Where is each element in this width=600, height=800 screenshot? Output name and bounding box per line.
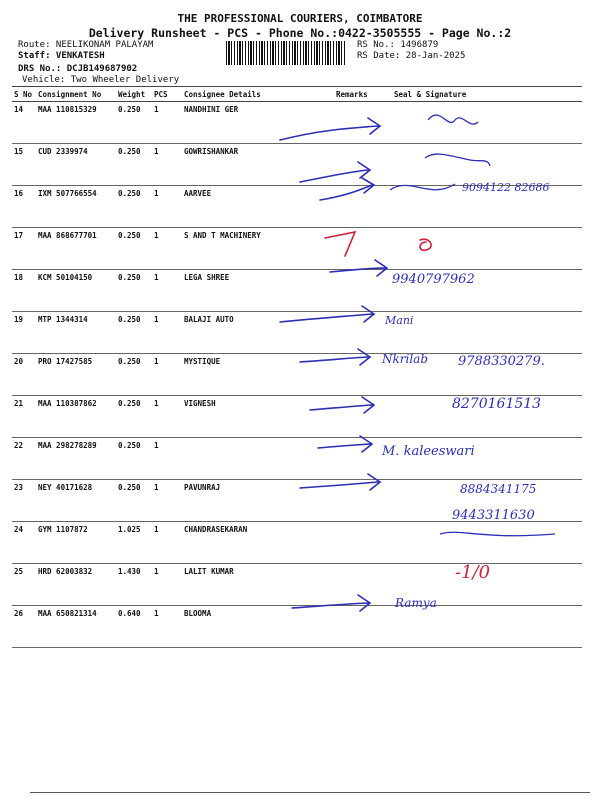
cell-consignment: PRO 17427585 xyxy=(36,354,116,396)
handwritten-signature: Nkrilab xyxy=(382,352,429,366)
cell-sno: 22 xyxy=(12,438,36,480)
cell-consignment: GYM 1107872 xyxy=(36,522,116,564)
handwritten-signature: Ramya xyxy=(395,596,437,610)
cell-weight: 0.250 xyxy=(116,438,152,480)
arrow-icon xyxy=(300,162,370,182)
cell-consignee: VIGNESH xyxy=(182,396,334,438)
rs-number: RS No.: 1496879 xyxy=(357,40,439,50)
cell-pcs: 1 xyxy=(152,396,182,438)
cell-consignment: HRD 62003832 xyxy=(36,564,116,606)
red-mark-icon xyxy=(325,232,355,256)
cell-consignee: GOWRISHANKAR xyxy=(182,144,334,186)
cell-consignment: MAA 868677701 xyxy=(36,228,116,270)
col-signature: Seal & Signature xyxy=(392,87,582,102)
cell-consignment: MAA 110815329 xyxy=(36,102,116,144)
cell-weight: 0.250 xyxy=(116,270,152,312)
drs-number: DRS No.: DCJB149687902 xyxy=(18,64,138,74)
cell-consignment: KCM 50104150 xyxy=(36,270,116,312)
handwritten-phone: 9788330279. xyxy=(458,354,545,369)
runsheet-subtitle: Delivery Runsheet - PCS - Phone No.:0422-3505555 - Page No.:2 xyxy=(88,26,512,40)
cell-weight: 0.250 xyxy=(116,354,152,396)
cell-consignee: AARVEE xyxy=(182,186,334,228)
signature-icon xyxy=(425,154,490,166)
cell-sno: 18 xyxy=(12,270,36,312)
cell-weight: 0.250 xyxy=(116,396,152,438)
col-remarks: Remarks xyxy=(334,87,392,102)
cell-consignment: CUD 2339974 xyxy=(36,144,116,186)
handwritten-name: M. kaleeswari xyxy=(382,444,475,459)
arrow-icon xyxy=(280,118,380,140)
cell-consignee: CHANDRASEKARAN xyxy=(182,522,334,564)
handwritten-phone: 8270161513 xyxy=(452,396,542,412)
arrow-icon xyxy=(330,260,387,276)
cell-weight: 1.025 xyxy=(116,522,152,564)
arrow-icon xyxy=(318,436,372,452)
col-consignment: Consignment No xyxy=(36,87,116,102)
arrow-icon xyxy=(320,178,374,200)
staff: Staff: VENKATESH xyxy=(18,51,105,61)
cell-consignment: MAA 298278289 xyxy=(36,438,116,480)
cell-weight: 0.250 xyxy=(116,312,152,354)
signature-icon xyxy=(428,115,478,124)
rs-date: RS Date: 28-Jan-2025 xyxy=(357,51,466,61)
cell-consignment: MTP 1344314 xyxy=(36,312,116,354)
route: Route: NEELIKONAM PALAYAM xyxy=(18,40,154,50)
page-bottom-divider xyxy=(30,792,590,793)
cell-pcs: 1 xyxy=(152,312,182,354)
cell-weight: 0.250 xyxy=(116,102,152,144)
cell-sno: 14 xyxy=(12,102,36,144)
handwritten-red-mark: -1/0 xyxy=(455,562,491,583)
cell-weight: 0.250 xyxy=(116,186,152,228)
handwritten-phone: 9094122 82686 xyxy=(462,181,550,194)
cell-sno: 21 xyxy=(12,396,36,438)
cell-weight: 0.250 xyxy=(116,228,152,270)
arrow-icon xyxy=(292,595,370,611)
cell-sno: 15 xyxy=(12,144,36,186)
cell-sno: 23 xyxy=(12,480,36,522)
cell-pcs: 1 xyxy=(152,522,182,564)
cell-pcs: 1 xyxy=(152,228,182,270)
cell-consignment: MAA 110387862 xyxy=(36,396,116,438)
red-scribble-icon xyxy=(420,239,431,250)
cell-pcs: 1 xyxy=(152,438,182,480)
col-sno: S No xyxy=(12,87,36,102)
cell-consignment: IXM 507766554 xyxy=(36,186,116,228)
col-consignee: Consignee Details xyxy=(182,87,334,102)
cell-sno: 19 xyxy=(12,312,36,354)
arrow-icon xyxy=(310,397,374,413)
cell-pcs: 1 xyxy=(152,564,182,606)
cell-sno: 25 xyxy=(12,564,36,606)
signature-icon xyxy=(440,532,555,535)
cell-consignee: LALIT KUMAR xyxy=(182,564,334,606)
cell-weight: 0.250 xyxy=(116,144,152,186)
cell-pcs: 1 xyxy=(152,186,182,228)
cell-sno: 16 xyxy=(12,186,36,228)
col-weight: Weight xyxy=(116,87,152,102)
arrow-icon xyxy=(300,349,370,365)
cell-weight: 0.250 xyxy=(116,480,152,522)
cell-consignment: MAA 650821314 xyxy=(36,606,116,648)
handwritten-name: Mani xyxy=(385,314,414,327)
cell-pcs: 1 xyxy=(152,102,182,144)
handwritten-phone: 9940797962 xyxy=(392,272,475,287)
cell-consignee: BALAJI AUTO xyxy=(182,312,334,354)
cell-sno: 26 xyxy=(12,606,36,648)
cell-sno: 17 xyxy=(12,228,36,270)
cell-consignee: NANDHINI GER xyxy=(182,102,334,144)
vehicle: Vehicle: Two Wheeler Delivery xyxy=(22,75,180,85)
col-pcs: PCS xyxy=(152,87,182,102)
cell-consignment: NEY 40171628 xyxy=(36,480,116,522)
cell-pcs: 1 xyxy=(152,606,182,648)
cell-consignee: BLOOMA xyxy=(182,606,334,648)
signature-icon xyxy=(390,184,455,190)
handwritten-phone: 9443311630 xyxy=(452,508,535,523)
cell-consignee: PAVUNRAJ xyxy=(182,480,334,522)
cell-consignee: LEGA SHREE xyxy=(182,270,334,312)
arrow-icon xyxy=(280,306,374,322)
cell-sno: 24 xyxy=(12,522,36,564)
cell-pcs: 1 xyxy=(152,270,182,312)
company-title: THE PROFESSIONAL COURIERS, COIMBATORE xyxy=(177,12,423,25)
cell-pcs: 1 xyxy=(152,144,182,186)
handwritten-phone: 8884341175 xyxy=(460,482,537,496)
cell-sno: 20 xyxy=(12,354,36,396)
cell-pcs: 1 xyxy=(152,354,182,396)
cell-consignee: MYSTIQUE xyxy=(182,354,334,396)
cell-weight: 1.430 xyxy=(116,564,152,606)
cell-pcs: 1 xyxy=(152,480,182,522)
cell-weight: 0.640 xyxy=(116,606,152,648)
cell-consignee: S AND T MACHINERY xyxy=(182,228,334,270)
arrow-icon xyxy=(300,474,380,490)
